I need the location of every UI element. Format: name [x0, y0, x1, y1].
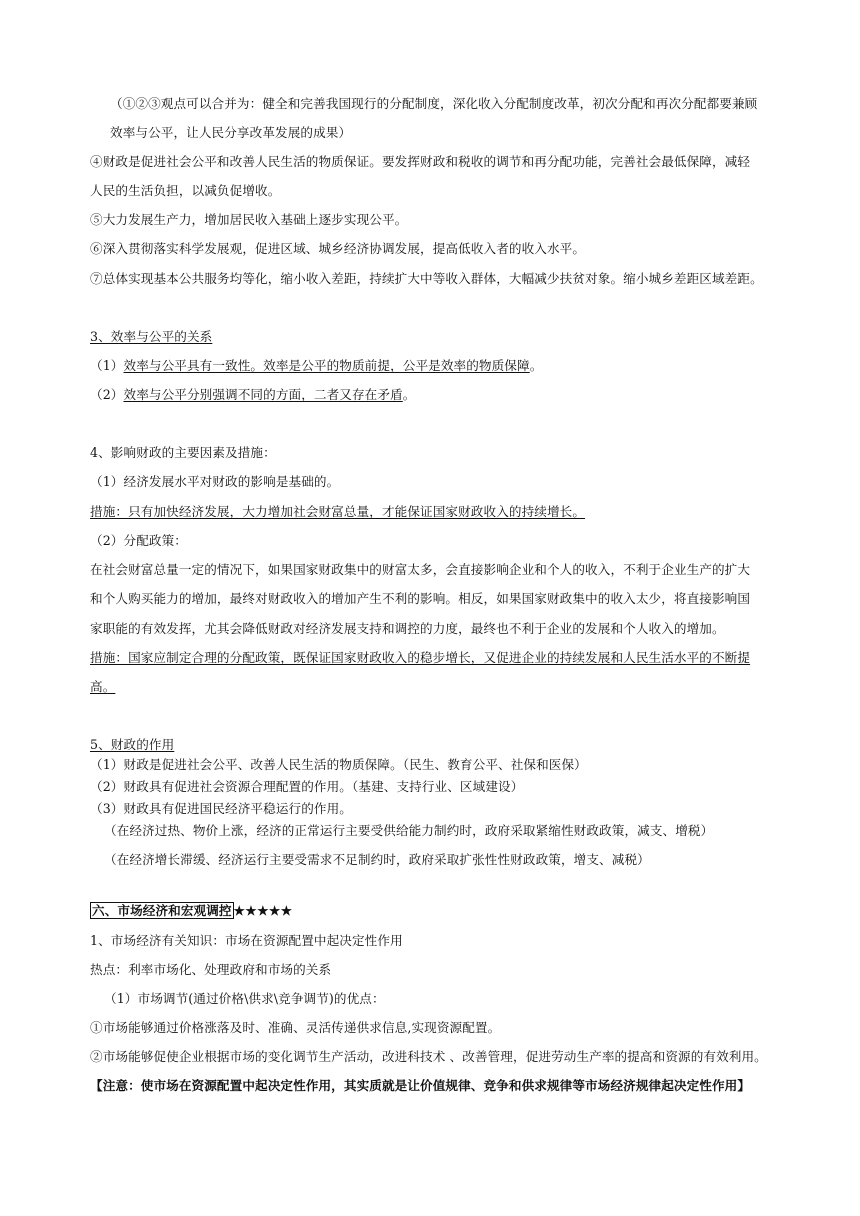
note-callout: 【注意：使市场在资源配置中起决定性作用，其实质就是让价值规律、竞争和供求规律等市场经济规律起决定性作用】	[90, 1078, 751, 1093]
text-line	[90, 386, 415, 404]
star-rating: ★★★★★	[233, 903, 293, 918]
punctuation: 。	[529, 358, 543, 373]
section-heading: 5、财政的作用	[90, 737, 175, 752]
text-line: （1）经济发展水平对财政的影响是基础的。	[90, 474, 340, 489]
text-line: 和个人购买能力的增加，最终对财政收入的增加产生不利的影响。相反，如果国家财政集中的收入太少，将直接影响国	[90, 591, 751, 606]
chapter-heading	[90, 902, 293, 920]
section-heading: 3、效率与公平的关系	[90, 329, 213, 344]
text-line: （2）财政具有促进社会资源合理配置的作用。（基建、支持行业、区域建设）	[90, 779, 524, 794]
note-line: （在经济过热、物价上涨，经济的正常运行主要受供给能力制约时，政府采取紧缩性财政政策，减支、增税）	[104, 823, 714, 838]
underlined-text: 效率与公平分别强调不同的方面，二者又存在矛盾	[123, 387, 403, 402]
measure-line: 措施：国家应制定合理的分配政策，既保证国家财政收入的稳步增长，又促进企业的持续发展和人民生活水平的不断提	[90, 650, 751, 665]
text-line: ⑦总体实现基本公共服务均等化，缩小收入差距，持续扩大中等收入群体，大幅减少扶贫对象。缩小城乡差距区域差距。	[90, 271, 763, 286]
text-line: 1、市场经济有关知识：市场在资源配置中起决定性作用	[90, 933, 403, 948]
measure-line: 措施：只有加快经济发展，大力增加社会财富总量，才能保证国家财政收入的持续增长。	[90, 504, 586, 519]
punctuation: 。	[402, 387, 416, 402]
text-line: ⑥深入贯彻落实科学发展观，促进区域、城乡经济协调发展，提高低收入者的收入水平。	[90, 241, 586, 256]
text-line: 在社会财富总量一定的情况下，如果国家财政集中的财富太多，会直接影响企业和个人的收入，不利于企业生产的扩大	[90, 562, 751, 577]
text-line: 家职能的有效发挥，尤其会降低财政对经济发展支持和调控的力度，最终也不利于企业的发展和个人收入的增加。	[90, 621, 725, 636]
item-number: （1）	[90, 358, 124, 373]
text-line: （1）市场调节(通过价格\供求\竞争调节)的优点：	[104, 991, 385, 1006]
section-heading: 4、影响财政的主要因素及措施：	[90, 445, 276, 460]
text-line	[90, 357, 542, 375]
text-line: （2）分配政策：	[90, 533, 187, 548]
text-line: ④财政是促进社会公平和改善人民生活的物质保证。要发挥财政和税收的调节和再分配功能，完善社会最低保障，减轻	[90, 154, 751, 169]
text-line: ⑤大力发展生产力，增加居民收入基础上逐步实现公平。	[90, 212, 408, 227]
chapter-title-box: 六、市场经济和宏观调控	[92, 903, 232, 918]
text-line: ①市场能够通过价格涨落及时、准确、灵活传递供求信息,实现资源配置。	[90, 1020, 501, 1035]
text-line: ②市场能够促使企业根据市场的变化调节生产活动，改进科技术 、改善管理，促进劳动生产率的提高和资源的有效利用。	[90, 1049, 767, 1064]
text-line: （①②③观点可以合并为：健全和完善我国现行的分配制度，深化收入分配制度改革，初次分配和再次分配都要兼顾	[110, 96, 758, 111]
text-line: 人民的生活负担，以减负促增收。	[90, 183, 281, 198]
measure-line: 高。	[90, 679, 116, 694]
note-line: （在经济增长滞缓、经济运行主要受需求不足制约时，政府采取扩张性性财政政策，增支、减税）	[104, 852, 650, 867]
text-line: （3）财政具有促进国民经济平稳运行的作用。	[90, 801, 352, 816]
text-line: （1）财政是促进社会公平、改善人民生活的物质保障。（民生、教育公平、社保和医保）	[90, 757, 587, 772]
item-number: （2）	[90, 387, 124, 402]
text-line: 效率与公平，让人民分享改革发展的成果）	[110, 125, 352, 140]
text-line: 热点：利率市场化、处理政府和市场的关系	[90, 962, 332, 977]
underlined-text: 效率与公平具有一致性。效率是公平的物质前提，公平是效率的物质保障	[123, 358, 530, 373]
